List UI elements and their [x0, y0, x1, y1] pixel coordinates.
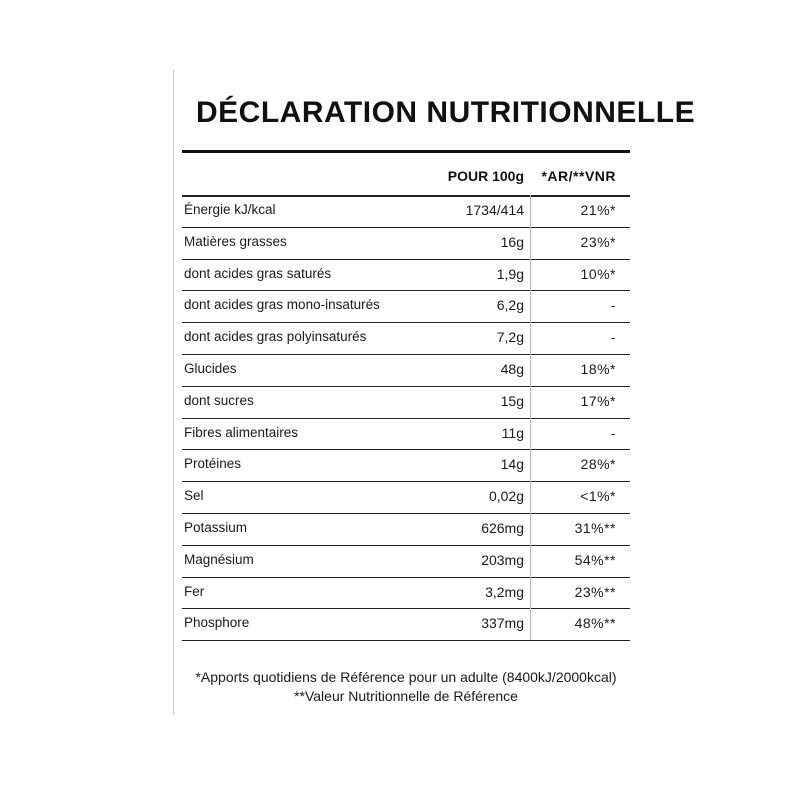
nutrient-name: Sel [184, 488, 204, 503]
table-header [182, 153, 630, 195]
table-row [182, 290, 630, 321]
table-row [182, 481, 630, 512]
nutrient-reference: - [610, 297, 616, 313]
table-row [182, 195, 630, 226]
table-row [182, 449, 630, 480]
nutrient-value: 626mg [481, 520, 524, 536]
table-row [182, 513, 630, 544]
nutrient-reference: 31%** [574, 520, 616, 536]
nutrient-value: 3,2mg [485, 584, 524, 600]
nutrient-name: Phosphore [184, 615, 250, 630]
nutrient-name: Magnésium [184, 552, 254, 567]
table-row [182, 322, 630, 353]
nutrient-value: 6,2g [496, 297, 524, 313]
column-separator [530, 195, 531, 640]
nutrient-reference: 17%* [580, 393, 616, 409]
nutrient-value: 14g [500, 456, 524, 472]
page-edge-rule [173, 70, 174, 715]
nutrient-value: 48g [500, 361, 524, 377]
nutrient-name: dont acides gras saturés [184, 266, 332, 281]
nutrient-name: dont acides gras mono-insaturés [184, 297, 380, 312]
nutrient-reference: - [610, 329, 616, 345]
footnote-ar: *Apports quotidiens de Référence pour un adulte (8400kJ/2000kcal) [195, 669, 617, 685]
table-row [182, 577, 630, 608]
nutrient-name: Fer [184, 584, 205, 599]
nutrient-name: Potassium [184, 520, 248, 535]
nutrient-name: Glucides [184, 361, 237, 376]
table-row [182, 386, 630, 417]
nutrient-value: 1,9g [496, 266, 524, 282]
table-row [182, 608, 630, 639]
column-header-reference: *AR/**VNR [541, 168, 616, 184]
row-divider [182, 640, 630, 641]
nutrient-value: 0,02g [488, 488, 524, 504]
table-row [182, 259, 630, 290]
nutrient-reference: <1%* [580, 488, 616, 504]
table-row [182, 227, 630, 258]
nutrient-value: 7,2g [496, 329, 524, 345]
nutrient-value: 1734/414 [465, 202, 524, 218]
nutrient-reference: 18%* [580, 361, 616, 377]
nutrient-reference: 10%* [580, 266, 616, 282]
nutrient-name: dont acides gras polyinsaturés [184, 329, 367, 344]
nutrient-reference: - [610, 425, 616, 441]
page-title: DÉCLARATION NUTRITIONNELLE [196, 96, 696, 129]
footnote-vnr: **Valeur Nutritionnelle de Référence [294, 688, 518, 704]
nutrient-value: 16g [500, 234, 524, 250]
nutrient-value: 11g [501, 425, 524, 441]
nutrient-name: Protéines [184, 456, 242, 471]
nutrient-reference: 21%* [580, 202, 616, 218]
nutrient-reference: 48%** [574, 615, 616, 631]
nutrient-name: Énergie kJ/kcal [184, 202, 276, 217]
nutrient-reference: 54%** [574, 552, 616, 568]
column-header-per-100g: POUR 100g [447, 168, 524, 184]
nutrient-name: Fibres alimentaires [184, 425, 299, 440]
nutrient-name: Matières grasses [184, 234, 287, 249]
nutrient-name: dont sucres [184, 393, 254, 408]
table-row [182, 545, 630, 576]
nutrient-reference: 28%* [580, 456, 616, 472]
nutrient-reference: 23%* [580, 234, 616, 250]
table-row [182, 354, 630, 385]
nutrient-value: 337mg [481, 615, 524, 631]
nutrient-reference: 23%** [574, 584, 616, 600]
table-row [182, 418, 630, 449]
nutrient-value: 15g [500, 393, 524, 409]
nutrient-value: 203mg [481, 552, 524, 568]
